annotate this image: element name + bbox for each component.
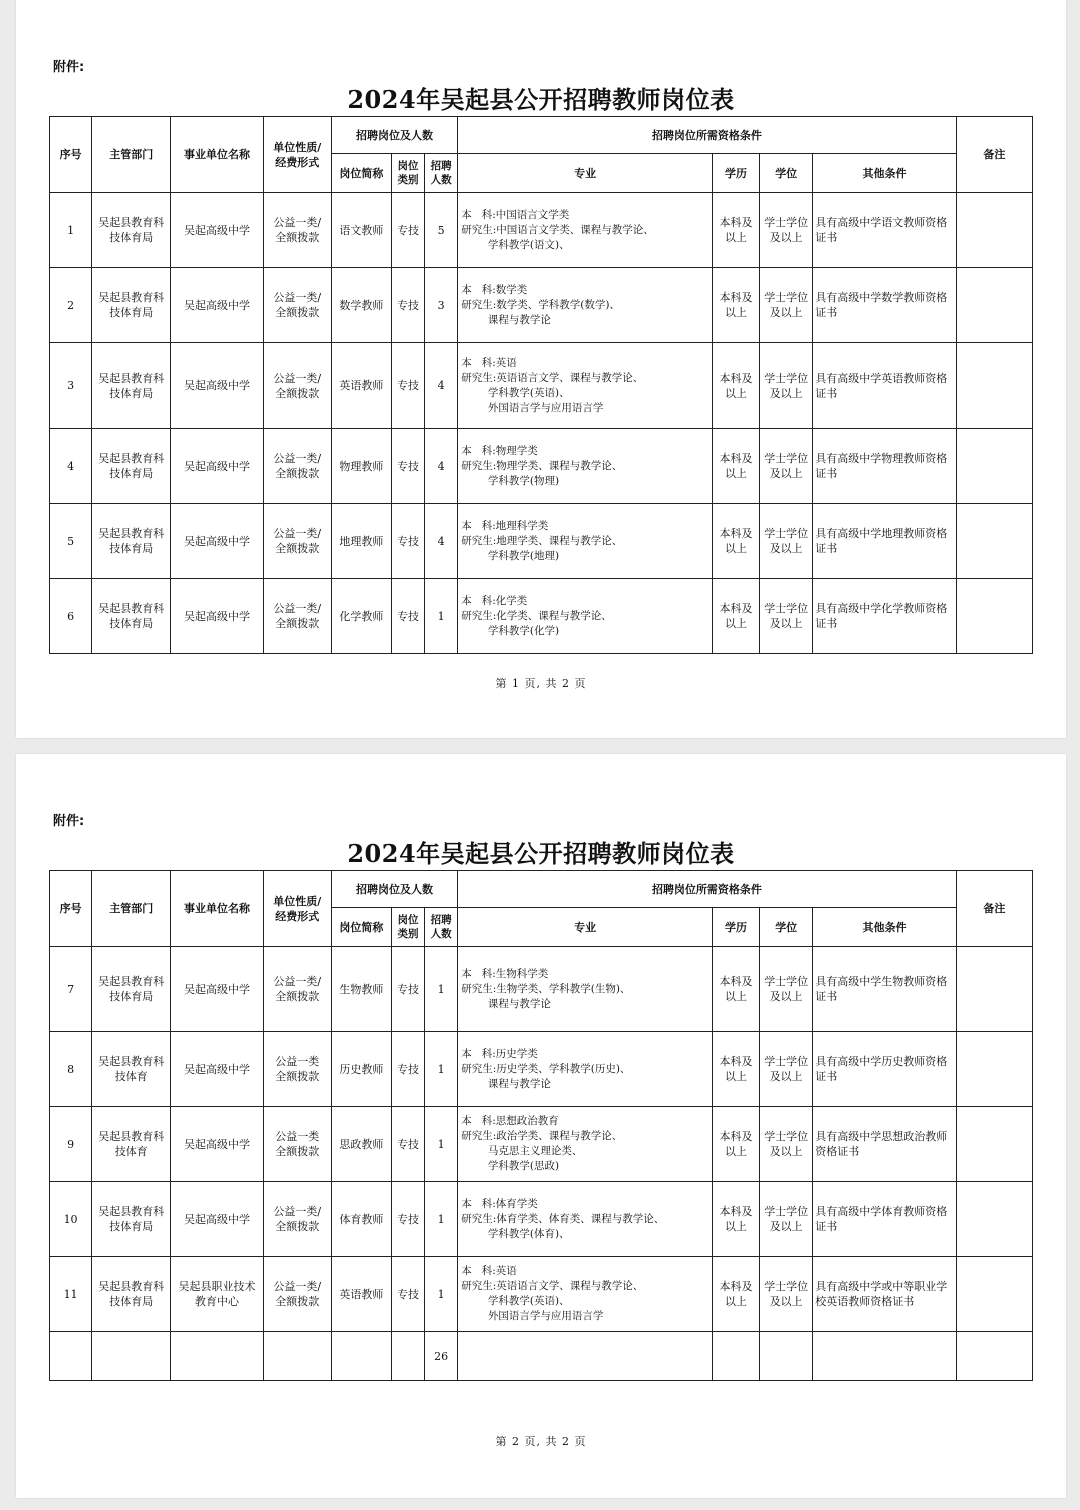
post-cell: 英语教师 — [331, 343, 391, 429]
total-count-cell: 26 — [425, 1332, 458, 1381]
header-count: 招聘 人数 — [425, 154, 458, 193]
seq-cell: 8 — [50, 1032, 92, 1107]
seq-cell: 5 — [50, 504, 92, 579]
header-quals-group: 招聘岗位所需资格条件 — [458, 117, 956, 154]
edu-cell: 本科及 以上 — [712, 429, 759, 504]
edu-cell: 本科及 以上 — [712, 193, 759, 268]
seq-cell: 11 — [50, 1257, 92, 1332]
header-major: 专业 — [458, 154, 713, 193]
count-cell: 3 — [425, 268, 458, 343]
empty-cell — [712, 1332, 759, 1381]
table-row — [50, 1182, 1033, 1257]
table-row — [50, 268, 1033, 343]
header-seq: 序号 — [50, 871, 92, 947]
note-cell — [956, 343, 1032, 429]
degree-cell: 学士学位 及以上 — [760, 1032, 813, 1107]
dept-cell: 吴起县教育科 技体育局 — [92, 268, 171, 343]
other-cell: 具有高级中学历史教师资格证书 — [813, 1032, 956, 1107]
other-cell: 具有高级中学数学教师资格证书 — [813, 268, 956, 343]
major-cell: 本 科:英语 研究生:英语语言文学、课程与教学论、 学科教学(英语)、 外国语言学与应用语言学 — [458, 343, 713, 429]
attachment-label: 附件: — [53, 814, 85, 829]
edu-cell: 本科及 以上 — [712, 947, 759, 1032]
note-cell — [956, 193, 1032, 268]
page-title: 2024年吴起县公开招聘教师岗位表 — [347, 839, 735, 868]
degree-cell: 学士学位 及以上 — [760, 193, 813, 268]
unit-cell: 吴起高级中学 — [171, 1107, 263, 1182]
type-cell: 专技 — [392, 343, 425, 429]
header-posts-group: 招聘岗位及人数 — [331, 117, 457, 154]
major-cell: 本 科:英语 研究生:英语语言文学、课程与教学论、 学科教学(英语)、 外国语言学与应用语言学 — [458, 1257, 713, 1332]
count-cell: 1 — [425, 1107, 458, 1182]
unit-cell: 吴起高级中学 — [171, 343, 263, 429]
degree-cell: 学士学位 及以上 — [760, 1107, 813, 1182]
empty-cell — [50, 1332, 92, 1381]
empty-cell — [956, 1332, 1032, 1381]
header-posts-group: 招聘岗位及人数 — [331, 871, 457, 908]
dept-cell: 吴起县教育科 技体育局 — [92, 947, 171, 1032]
edu-cell: 本科及 以上 — [712, 268, 759, 343]
header-dept: 主管部门 — [92, 117, 171, 193]
degree-cell: 学士学位 及以上 — [760, 429, 813, 504]
attachment-label: 附件: — [53, 60, 85, 75]
post-cell: 化学教师 — [331, 579, 391, 654]
major-cell: 本 科:生物科学类 研究生:生物学类、学科教学(生物)、 课程与教学论 — [458, 947, 713, 1032]
header-edu: 学历 — [712, 908, 759, 947]
header-note: 备注 — [956, 117, 1032, 193]
other-cell: 具有高级中学英语教师资格证书 — [813, 343, 956, 429]
empty-cell — [760, 1332, 813, 1381]
header-other: 其他条件 — [813, 908, 956, 947]
page-title: 2024年吴起县公开招聘教师岗位表 — [347, 85, 735, 114]
degree-cell: 学士学位 及以上 — [760, 343, 813, 429]
dept-cell: 吴起县教育科 技体育局 — [92, 343, 171, 429]
note-cell — [956, 1032, 1032, 1107]
edu-cell: 本科及 以上 — [712, 1257, 759, 1332]
nature-cell: 公益一类/ 全额拨款 — [263, 947, 331, 1032]
header-type: 岗位 类别 — [392, 154, 425, 193]
table-row — [50, 1032, 1033, 1107]
note-cell — [956, 429, 1032, 504]
major-cell: 本 科:化学类 研究生:化学类、课程与教学论、 学科教学(化学) — [458, 579, 713, 654]
nature-cell: 公益一类/ 全额拨款 — [263, 1257, 331, 1332]
seq-cell: 2 — [50, 268, 92, 343]
seq-cell: 10 — [50, 1182, 92, 1257]
post-cell: 体育教师 — [331, 1182, 391, 1257]
nature-cell: 公益一类/ 全额拨款 — [263, 268, 331, 343]
header-other: 其他条件 — [813, 154, 956, 193]
note-cell — [956, 947, 1032, 1032]
type-cell: 专技 — [392, 1032, 425, 1107]
empty-cell — [392, 1332, 425, 1381]
type-cell: 专技 — [392, 504, 425, 579]
dept-cell: 吴起县教育科 技体育 — [92, 1032, 171, 1107]
other-cell: 具有高级中学思想政治教师资格证书 — [813, 1107, 956, 1182]
header-unit: 事业单位名称 — [171, 117, 263, 193]
other-cell: 具有高级中学化学教师资格证书 — [813, 579, 956, 654]
dept-cell: 吴起县教育科 技体育 — [92, 1107, 171, 1182]
dept-cell: 吴起县教育科 技体育局 — [92, 1182, 171, 1257]
nature-cell: 公益一类/ 全额拨款 — [263, 1182, 331, 1257]
unit-cell: 吴起高级中学 — [171, 268, 263, 343]
major-cell: 本 科:中国语言文学类 研究生:中国语言文学类、课程与教学论、 学科教学(语文)、 — [458, 193, 713, 268]
type-cell: 专技 — [392, 1107, 425, 1182]
major-cell: 本 科:地理科学类 研究生:地理学类、课程与教学论、 学科教学(地理) — [458, 504, 713, 579]
header-post: 岗位简称 — [331, 154, 391, 193]
header-degree: 学位 — [760, 908, 813, 947]
empty-cell — [813, 1332, 956, 1381]
note-cell — [956, 1182, 1032, 1257]
nature-cell: 公益一类/ 全额拨款 — [263, 193, 331, 268]
page-footer: 第 1 页, 共 2 页 — [495, 677, 587, 690]
count-cell: 1 — [425, 947, 458, 1032]
count-cell: 4 — [425, 504, 458, 579]
count-cell: 1 — [425, 1257, 458, 1332]
post-cell: 数学教师 — [331, 268, 391, 343]
count-cell: 1 — [425, 1032, 458, 1107]
post-cell: 生物教师 — [331, 947, 391, 1032]
header-unit: 事业单位名称 — [171, 871, 263, 947]
header-nature: 单位性质/ 经费形式 — [263, 871, 331, 947]
nature-cell: 公益一类/ 全额拨款 — [263, 343, 331, 429]
edu-cell: 本科及 以上 — [712, 504, 759, 579]
edu-cell: 本科及 以上 — [712, 1107, 759, 1182]
empty-cell — [171, 1332, 263, 1381]
header-edu: 学历 — [712, 154, 759, 193]
count-cell: 1 — [425, 579, 458, 654]
header-major: 专业 — [458, 908, 713, 947]
empty-cell — [458, 1332, 713, 1381]
unit-cell: 吴起县职业技术 教育中心 — [171, 1257, 263, 1332]
unit-cell: 吴起高级中学 — [171, 429, 263, 504]
post-cell: 思政教师 — [331, 1107, 391, 1182]
header-nature: 单位性质/ 经费形式 — [263, 117, 331, 193]
empty-cell — [92, 1332, 171, 1381]
edu-cell: 本科及 以上 — [712, 1032, 759, 1107]
count-cell: 4 — [425, 343, 458, 429]
table-row — [50, 1107, 1033, 1182]
seq-cell: 7 — [50, 947, 92, 1032]
table-row — [50, 504, 1033, 579]
post-cell: 地理教师 — [331, 504, 391, 579]
seq-cell: 6 — [50, 579, 92, 654]
degree-cell: 学士学位 及以上 — [760, 1182, 813, 1257]
header-count: 招聘 人数 — [425, 908, 458, 947]
type-cell: 专技 — [392, 268, 425, 343]
other-cell: 具有高级中学语文教师资格证书 — [813, 193, 956, 268]
document-page-2 — [16, 754, 1066, 1498]
dept-cell: 吴起县教育科 技体育局 — [92, 579, 171, 654]
type-cell: 专技 — [392, 1182, 425, 1257]
other-cell: 具有高级中学物理教师资格证书 — [813, 429, 956, 504]
header-degree: 学位 — [760, 154, 813, 193]
recruitment-table — [49, 116, 1033, 654]
header-post: 岗位简称 — [331, 908, 391, 947]
table-row — [50, 1257, 1033, 1332]
note-cell — [956, 579, 1032, 654]
degree-cell: 学士学位 及以上 — [760, 579, 813, 654]
unit-cell: 吴起高级中学 — [171, 504, 263, 579]
header-dept: 主管部门 — [92, 871, 171, 947]
degree-cell: 学士学位 及以上 — [760, 947, 813, 1032]
table-row — [50, 343, 1033, 429]
type-cell: 专技 — [392, 579, 425, 654]
dept-cell: 吴起县教育科 技体育局 — [92, 504, 171, 579]
dept-cell: 吴起县教育科 技体育局 — [92, 1257, 171, 1332]
empty-cell — [263, 1332, 331, 1381]
total-row — [50, 1332, 1033, 1381]
count-cell: 5 — [425, 193, 458, 268]
page-footer: 第 2 页, 共 2 页 — [495, 1435, 587, 1448]
unit-cell: 吴起高级中学 — [171, 1032, 263, 1107]
seq-cell: 9 — [50, 1107, 92, 1182]
post-cell: 历史教师 — [331, 1032, 391, 1107]
nature-cell: 公益一类/ 全额拨款 — [263, 579, 331, 654]
table-row — [50, 429, 1033, 504]
note-cell — [956, 1107, 1032, 1182]
recruitment-table — [49, 870, 1033, 1381]
dept-cell: 吴起县教育科 技体育局 — [92, 193, 171, 268]
note-cell — [956, 1257, 1032, 1332]
document-page-1 — [16, 0, 1066, 738]
unit-cell: 吴起高级中学 — [171, 579, 263, 654]
post-cell: 英语教师 — [331, 1257, 391, 1332]
count-cell: 1 — [425, 1182, 458, 1257]
nature-cell: 公益一类/ 全额拨款 — [263, 429, 331, 504]
note-cell — [956, 268, 1032, 343]
table-row — [50, 193, 1033, 268]
major-cell: 本 科:数学类 研究生:数学类、学科教学(数学)、 课程与教学论 — [458, 268, 713, 343]
dept-cell: 吴起县教育科 技体育局 — [92, 429, 171, 504]
note-cell — [956, 504, 1032, 579]
major-cell: 本 科:物理学类 研究生:物理学类、课程与教学论、 学科教学(物理) — [458, 429, 713, 504]
seq-cell: 3 — [50, 343, 92, 429]
major-cell: 本 科:思想政治教育 研究生:政治学类、课程与教学论、 马克思主义理论类、 学科教学(思政) — [458, 1107, 713, 1182]
edu-cell: 本科及 以上 — [712, 343, 759, 429]
post-cell: 物理教师 — [331, 429, 391, 504]
nature-cell: 公益一类 全额拨款 — [263, 1032, 331, 1107]
major-cell: 本 科:体育学类 研究生:体育学类、体育类、课程与教学论、 学科教学(体育)、 — [458, 1182, 713, 1257]
major-cell: 本 科:历史学类 研究生:历史学类、学科教学(历史)、 课程与教学论 — [458, 1032, 713, 1107]
other-cell: 具有高级中学地理教师资格证书 — [813, 504, 956, 579]
header-quals-group: 招聘岗位所需资格条件 — [458, 871, 956, 908]
type-cell: 专技 — [392, 947, 425, 1032]
type-cell: 专技 — [392, 1257, 425, 1332]
nature-cell: 公益一类/ 全额拨款 — [263, 504, 331, 579]
post-cell: 语文教师 — [331, 193, 391, 268]
table-row — [50, 947, 1033, 1032]
empty-cell — [331, 1332, 391, 1381]
header-type: 岗位 类别 — [392, 908, 425, 947]
seq-cell: 4 — [50, 429, 92, 504]
edu-cell: 本科及 以上 — [712, 1182, 759, 1257]
unit-cell: 吴起高级中学 — [171, 1182, 263, 1257]
degree-cell: 学士学位 及以上 — [760, 504, 813, 579]
degree-cell: 学士学位 及以上 — [760, 1257, 813, 1332]
header-seq: 序号 — [50, 117, 92, 193]
count-cell: 4 — [425, 429, 458, 504]
other-cell: 具有高级中学生物教师资格证书 — [813, 947, 956, 1032]
degree-cell: 学士学位 及以上 — [760, 268, 813, 343]
other-cell: 具有高级中学或中等职业学校英语教师资格证书 — [813, 1257, 956, 1332]
edu-cell: 本科及 以上 — [712, 579, 759, 654]
unit-cell: 吴起高级中学 — [171, 193, 263, 268]
unit-cell: 吴起高级中学 — [171, 947, 263, 1032]
type-cell: 专技 — [392, 193, 425, 268]
type-cell: 专技 — [392, 429, 425, 504]
table-row — [50, 579, 1033, 654]
seq-cell: 1 — [50, 193, 92, 268]
other-cell: 具有高级中学体育教师资格证书 — [813, 1182, 956, 1257]
header-note: 备注 — [956, 871, 1032, 947]
nature-cell: 公益一类 全额拨款 — [263, 1107, 331, 1182]
